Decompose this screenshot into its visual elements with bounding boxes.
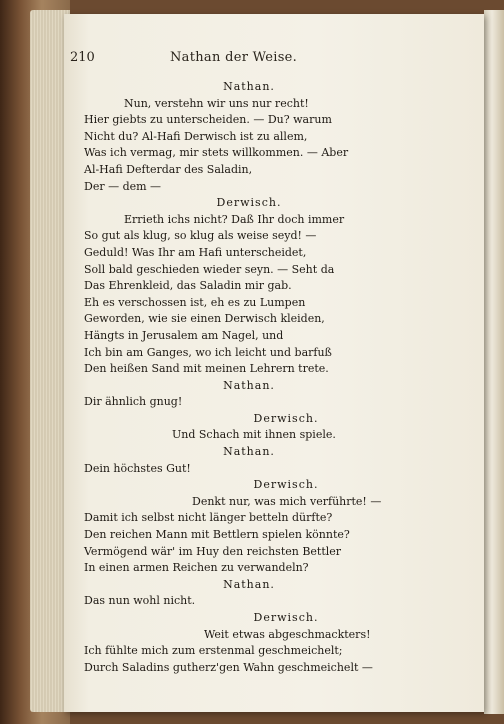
speaker-name: Nathan. [223,80,275,93]
verse-line: Das Ehrenkleid, das Saladin mir gab. [84,279,292,293]
verse-line: Nun, verstehn wir uns nur recht! [124,96,309,110]
verse-line: Geduld! Was Ihr am Hafi unterscheidet, [84,245,307,259]
verse-line: Damit ich selbst nicht länger betteln dürfte? [84,511,333,525]
verse-line: Nicht du? Al-Hafi Derwisch ist zu allem, [84,129,308,143]
speaker-name: Derwisch. [216,196,282,210]
verse-line: Eh es verschossen ist, eh es zu Lumpen [84,295,306,309]
verse-line: Hängts in Jerusalem am Nagel, und [84,328,284,342]
speaker-name: Nathan. [223,445,275,459]
verse-line: Weit etwas abgeschmackters! [204,627,371,641]
speaker-name: Derwisch. [253,478,319,492]
verse-line: Denkt nur, was mich verführte! — [192,494,382,508]
verse-line: Dein höchstes Gut! [84,461,191,475]
running-title: Nathan der Weise. [170,50,298,65]
page-number: 210 [70,50,95,65]
verse-line: Ich bin am Ganges, wo ich leicht und barfuß [84,345,332,359]
play-text [84,79,414,676]
verse-line: Durch Saladins gutherz'gen Wahn geschmeichelt — [84,660,373,674]
verse-line: Soll bald geschieden wieder seyn. — Seht da [84,262,335,276]
speaker-name: Nathan. [223,378,275,392]
facing-page-edge [484,10,504,714]
verse-line: Und Schach mit ihnen spiele. [172,428,336,442]
verse-line: Den heißen Sand mit meinen Lehrern trete. [84,362,329,376]
verse-line: Der — dem — [84,179,162,193]
verse-line: In einen armen Reichen zu verwandeln? [84,561,309,575]
verse-line: Ich fühlte mich zum erstenmal geschmeichelt; [84,644,343,658]
speaker-name: Nathan. [223,577,275,591]
verse-line: Den reichen Mann mit Bettlern spielen könnte? [84,528,350,542]
verse-line: Das nun wohl nicht. [84,594,196,608]
verse-line: Hier giebts zu unterscheiden. — Du? warum [84,113,332,127]
verse-line: Vermögend wär' im Huy den reichsten Bettler [84,544,342,558]
verse-line: Geworden, wie sie einen Derwisch kleiden, [84,312,325,326]
verse-line: Was ich vermag, mir stets willkommen. — Aber [84,146,349,160]
page-header [70,50,330,70]
speaker-name: Derwisch. [253,411,319,425]
speaker-name: Derwisch. [253,611,319,624]
verse-line: So gut als klug, so klug als weise seyd! — [84,229,317,243]
verse-line: Dir ähnlich gnug! [84,395,183,409]
verse-line: Errieth ichs nicht? Daß Ihr doch immer [124,212,345,226]
verse-line: Al-Hafi Defterdar des Saladin, [84,162,253,176]
